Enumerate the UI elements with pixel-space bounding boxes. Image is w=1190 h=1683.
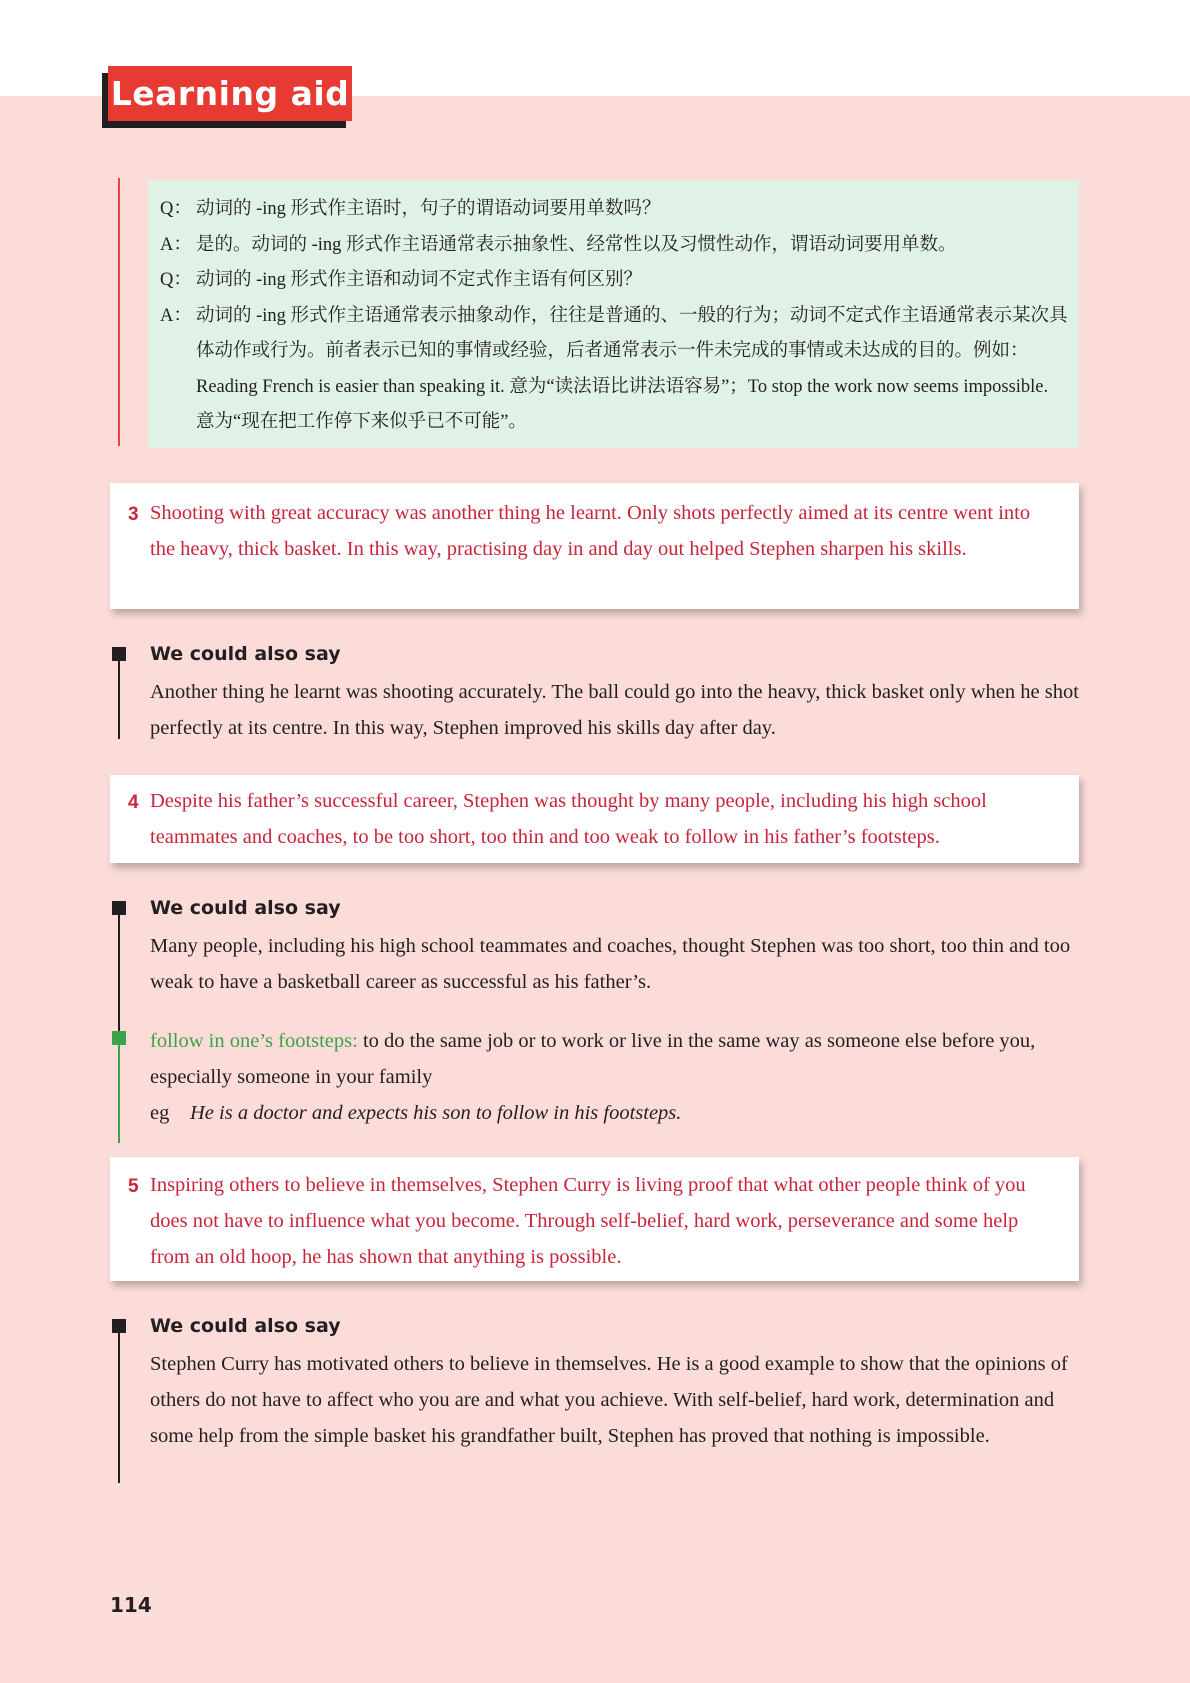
qa-answer: [160, 299, 1069, 441]
quote-text: Shooting with great accuracy was another thing he learnt. Only shots perfectly aimed at its centre went into the heavy, thick basket. In this way, practising day in and day out helped Stephen sharpen his skills.: [150, 502, 1031, 560]
we-could-also-say-3: [110, 1311, 1085, 1491]
note-vertical-line: [118, 1333, 120, 1483]
qa-text: 动词的 -ing 形式作主语时，句子的谓语动词要用单数吗？: [196, 199, 661, 219]
qa-text: 是的。动词的 -ing 形式作主语通常表示抽象性、经常性以及习惯性动作，谓语动词要用单数。: [196, 234, 957, 255]
vocab-body: [150, 1023, 1085, 1131]
quote-box-3: [110, 483, 1079, 609]
example-text: He is a doctor and expects his son to follow in his footsteps.: [190, 1102, 682, 1124]
example-label: eg: [150, 1102, 170, 1124]
vocab-example: [150, 1095, 1085, 1131]
vocab-definition-line: [150, 1023, 1085, 1095]
qa-question: [160, 263, 1069, 299]
quote-box-5: [110, 1157, 1079, 1281]
note-heading: We could also say: [150, 897, 341, 919]
vocab-vertical-line: [118, 1045, 120, 1143]
qa-text: 动词的 -ing 形式作主语通常表示抽象动作，往往是普通的、一般的行为；动词不定式作主语通常表示某次具体动作或行为。前者表示已知的事情或经验，后者通常表示一件未完成的事情或未达成的目的。例如：Reading French is easier than speaking it. 意为“读法语比讲法语容易”；To stop the work now seems impossible. 意为“现在把工作停下来似乎已不可能”。: [196, 305, 1068, 432]
note-heading: We could also say: [150, 643, 341, 665]
qa-tag: Q：: [160, 199, 192, 219]
qa-answer: [160, 228, 1069, 264]
qa-panel: [148, 180, 1079, 448]
we-could-also-say-1: [110, 639, 1085, 739]
quote-text: Inspiring others to believe in themselves, Stephen Curry is living proof that what other people think of you does not have to influence what you become. Through self-belief, hard work, perseverance and some help from an old hoop, he has shown that anything is possible.: [150, 1174, 1026, 1268]
we-could-also-say-2: [110, 893, 1085, 1003]
note-square-icon: [112, 901, 126, 915]
page-number: 114: [110, 1593, 152, 1617]
vocab-term: follow in one’s footsteps:: [150, 1030, 358, 1052]
note-square-icon: [112, 1319, 126, 1333]
quote-number: 4: [128, 792, 139, 813]
quote-text: Despite his father’s successful career, Stephen was thought by many people, including his high school teammates and coaches, to be too short, too thin and too weak to follow in his father’s footsteps.: [150, 790, 987, 848]
section-title-badge: [102, 66, 352, 128]
section-title: Learning aid: [108, 66, 352, 121]
qa-question: [160, 192, 1069, 228]
quote-box-4: [110, 775, 1079, 863]
note-square-icon: [112, 647, 126, 661]
quote-number: 5: [128, 1176, 139, 1197]
qa-margin-line: [118, 178, 120, 446]
vocab-square-icon: [112, 1031, 126, 1045]
vocab-definition: to do the same job or to work or live in the same way as someone else before you, especially someone in your family: [150, 1030, 1036, 1088]
qa-text: 动词的 -ing 形式作主语和动词不定式作主语有何区别？: [196, 270, 643, 290]
qa-tag: A：: [160, 234, 192, 255]
vocabulary-note: [110, 1023, 1085, 1123]
note-heading: We could also say: [150, 1315, 341, 1337]
note-text: Another thing he learnt was shooting accurately. The ball could go into the heavy, thick basket only when he shot perfectly at its centre. In this way, Stephen improved his skills day after day.: [150, 681, 1079, 739]
qa-tag: Q：: [160, 270, 192, 290]
note-text: Many people, including his high school teammates and coaches, thought Stephen was too short, too thin and too weak to have a basketball career as successful as his father’s.: [150, 935, 1071, 993]
note-vertical-line: [118, 661, 120, 739]
qa-tag: A：: [160, 305, 192, 326]
quote-number: 3: [128, 504, 139, 525]
note-text: Stephen Curry has motivated others to believe in themselves. He is a good example to show that the opinions of others do not have to affect who you are and what you achieve. With self-belief, hard work, determination and some help from the simple basket his grandfather built, Stephen has proved that nothing is impossible.: [150, 1353, 1068, 1447]
